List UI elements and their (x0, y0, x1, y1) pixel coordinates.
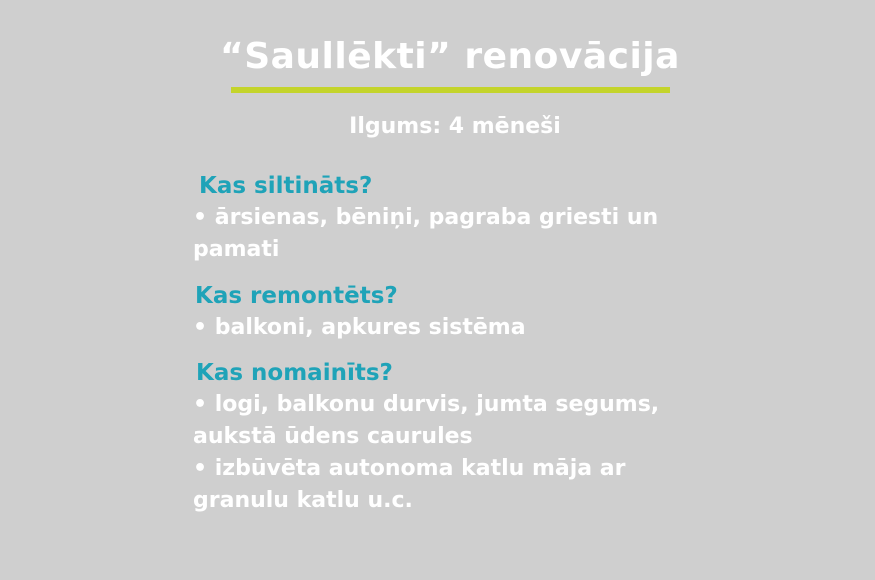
list-item: • ārsienas, bēniņi, pagraba griesti un pamati (193, 205, 659, 262)
list-item: • izbūvēta autonoma katlu māja ar granulu katlu u.c. (193, 456, 626, 513)
page-title: “Saullēkti” renovācija (220, 36, 680, 77)
list-item: • logi, balkonu durvis, jumta segums, aukstā ūdens caurules (193, 392, 660, 449)
section-heading: Kas nomainīts? (196, 360, 393, 386)
duration-text: Ilgums: 4 mēneši (349, 114, 561, 139)
section-heading: Kas siltināts? (199, 173, 373, 199)
title-underline (231, 87, 670, 93)
section-replaced (193, 357, 713, 517)
section-repaired (193, 280, 713, 344)
section-heading: Kas remontēts? (195, 283, 398, 309)
section-insulated (193, 170, 713, 266)
list-item: • balkoni, apkures sistēma (193, 315, 526, 340)
info-sections (193, 170, 713, 517)
